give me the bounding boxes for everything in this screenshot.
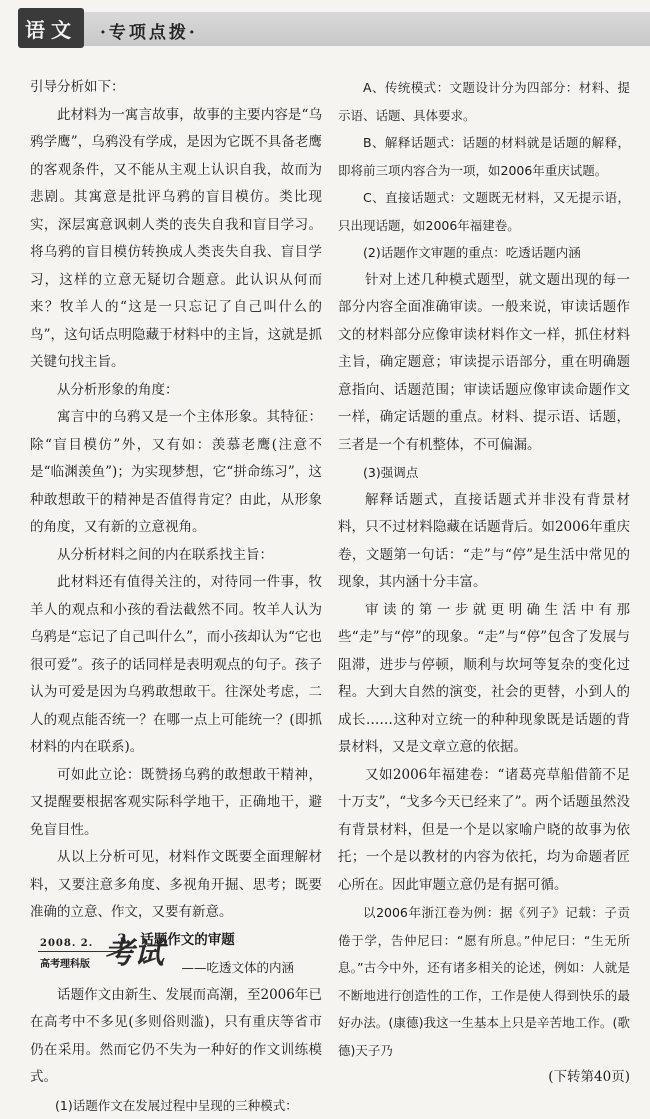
paragraph: 从以上分析可见，材料作文既要全面理解材料，又要注意多角度、多视角开掘、思考；既要准确的立意、作文，又要有新意。: [30, 844, 322, 927]
paragraph: 解释话题式，直接话题式并非没有背景材料，只不过材料隐藏在话题背后。如2006年重庆卷，文题第一句话：“走”与“停”是生活中常见的现象，其内涵十分丰富。: [338, 487, 630, 597]
edition-label: 高考理科版: [40, 955, 90, 970]
list-heading: (1)话题作文在发展过程中呈现的三种模式：: [30, 1092, 322, 1119]
right-column: [338, 74, 630, 1092]
paragraph: 以2006年浙江卷为例：据《列子》记载：子贡倦于学，告仲尼曰：“愿有所息。”仲尼曰：“生无所息。”古今中外，还有诸多相关的论述，例如：人就是不断地进行创造性的工作，工作是使人得到快乐的最好办法。(康德)我这一生基本上只是辛苦地工作。(歌德)天子乃: [338, 899, 630, 1064]
column-title: ·专项点拨·: [100, 18, 198, 43]
subheading: 从分析材料之间的内在联系找主旨：: [30, 542, 322, 570]
list-item: A、传统模式：文题设计分为四部分：材料、提示语、话题、具体要求。: [338, 74, 630, 129]
subheading: (3)强调点: [338, 459, 630, 487]
page-header: [0, 0, 650, 56]
magazine-logo: 考试: [104, 928, 164, 972]
paragraph: 针对上述几种模式题型，就文题出现的每一部分内容全面准确审读。一般来说，审读话题作文的材料部分应像审读材料作文一样，抓住材料主旨，确定题意；审读提示语部分，重在明确题意指向、话题范围；审读话题应像审读命题作文一样，确定话题的重点。材料、提示语、话题，三者是一个有机整体，不可偏漏。: [338, 267, 630, 460]
paragraph: 此材料还有值得关注的，对待同一件事，牧羊人的观点和小孩的看法截然不同。牧羊人认为乌鸦是“忘记了自己叫什么”，而小孩却认为“它也很可爱”。孩子的话同样是表明观点的句子。孩子认为可爱是因为乌鸦敢想敢干。往深处考虑，二人的观点能否统一？在哪一点上可能统一？(即抓材料的内在联系)。: [30, 569, 322, 762]
paragraph: 此材料为一寓言故事，故事的主要内容是“乌鸦学鹰”，乌鸦没有学成，是因为它既不具备老鹰的客观条件，又不能从主观上认识自我，故而为悲剧。其寓意是批评乌鸦的盲目模仿。类比现实，深层寓意讽刺人类的丧失自我和盲目学习。将乌鸦的盲目模仿转换成人类丧失自我、盲目学习，这样的立意无疑切合题意。此认识从何而来？牧羊人的“这是一只忘记了自己叫什么的鸟”，这句话点明隐藏于材料中的主旨，这就是抓关键句找主旨。: [30, 102, 322, 377]
paragraph: 引导分析如下：: [30, 74, 322, 102]
list-item: C、直接话题式：文题既无材料，又无提示语，只出现话题，如2006年福建卷。: [338, 184, 630, 239]
paragraph: 审读的第一步就更明确生活中有那些“走”与“停”的现象。“走”与“停”包含了发展与阻滞，进步与停顿，顺利与坎坷等复杂的变化过程。大到大自然的演变，社会的更替，小到人的成长……这种对立统一的种种现象既是话题的背景材料，又是文章立意的依据。: [338, 597, 630, 762]
paragraph: 寓言中的乌鸦又是一个主体形象。其特征：除“盲目模仿”外，又有如：羡慕老鹰(注意不是“临渊羡鱼”)；为实现梦想，它“拼命练习”，这种敢想敢干的精神是否值得肯定？由此，从形象的角度，又有新的立意视角。: [30, 404, 322, 542]
paragraph: 可如此立论：既赞扬乌鸦的敢想敢干精神，又提醒要根据客观实际科学地干，正确地干，避免盲目性。: [30, 762, 322, 845]
continued-note: (下转第40页): [338, 1064, 630, 1092]
paragraph: 又如2006年福建卷：“诸葛亮草船借箭不足十万支”，“戈多今天已经来了”。两个话题虽然没有背景材料，但是一个是以家喻户晓的故事为依托；一个是以教材的内容为依托，均为命题者匠心所在。因此审题立意仍是有据可循。: [338, 762, 630, 900]
section-title: 3、话题作文的审题: [30, 927, 322, 955]
issue-date: 2008. 2.: [40, 938, 93, 949]
list-item: B、解释话题式：话题的材料就是话题的解释，即将前三项内容合为一项，如2006年重庆试题。: [338, 129, 630, 184]
subheading: 从分析形象的角度：: [30, 377, 322, 405]
paragraph: 话题作文由新生、发展而高潮，至2006年已在高考中不多见(多则俗则滥)，只有重庆等省市仍在采用。然而它仍不失为一种好的作文训练模式。: [30, 982, 322, 1092]
subject-tab: 语文: [18, 8, 84, 48]
subheading: (2)话题作文审题的重点：吃透话题内涵: [338, 239, 630, 267]
section-subtitle: ——吃透文体的内涵: [30, 954, 322, 982]
